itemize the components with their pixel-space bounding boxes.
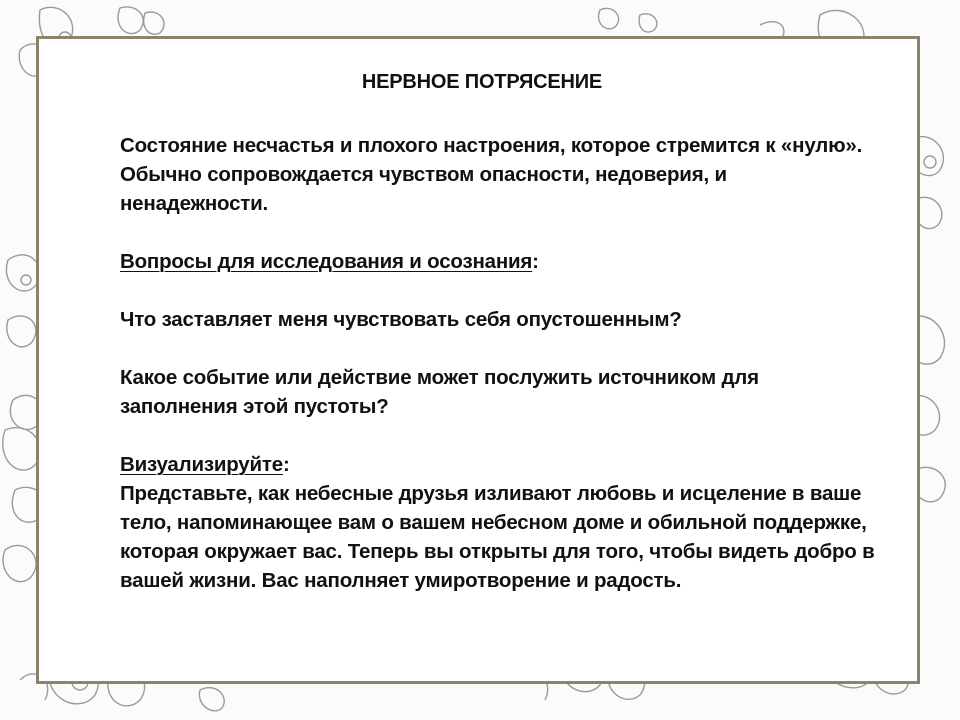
question-item: Какое событие или действие может послужить источником для заполнения этой пустоты?	[120, 366, 759, 418]
page-title: НЕРВНОЕ ПОТРЯСЕНИЕ	[361, 71, 603, 93]
question-item: Что заставляет меня чувствовать себя опустошенным?	[120, 308, 682, 331]
questions-heading: Вопросы для исследования и осознания:	[120, 250, 539, 273]
visualize-heading: Визуализируйте:	[120, 453, 290, 476]
questions-heading-label: Вопросы для исследования и осознания	[120, 250, 533, 273]
content-block	[120, 68, 880, 595]
definition-text: Состояние несчастья и плохого настроения, которое стремится к «нулю». Обычно сопровождается чувством опасности, недоверия, и ненадежности.	[120, 134, 863, 215]
visualize-heading-label: Визуализируйте	[120, 453, 283, 476]
visualize-text: Представьте, как небесные друзья изливают любовь и исцеление в ваше тело, напоминающее вам о вашем небесном доме и обильной поддержке, которая окружает вас. Теперь вы открыты для того, чтобы видеть добро в вашей жизни. Вас наполняет умиротворение и радость.	[120, 482, 875, 592]
